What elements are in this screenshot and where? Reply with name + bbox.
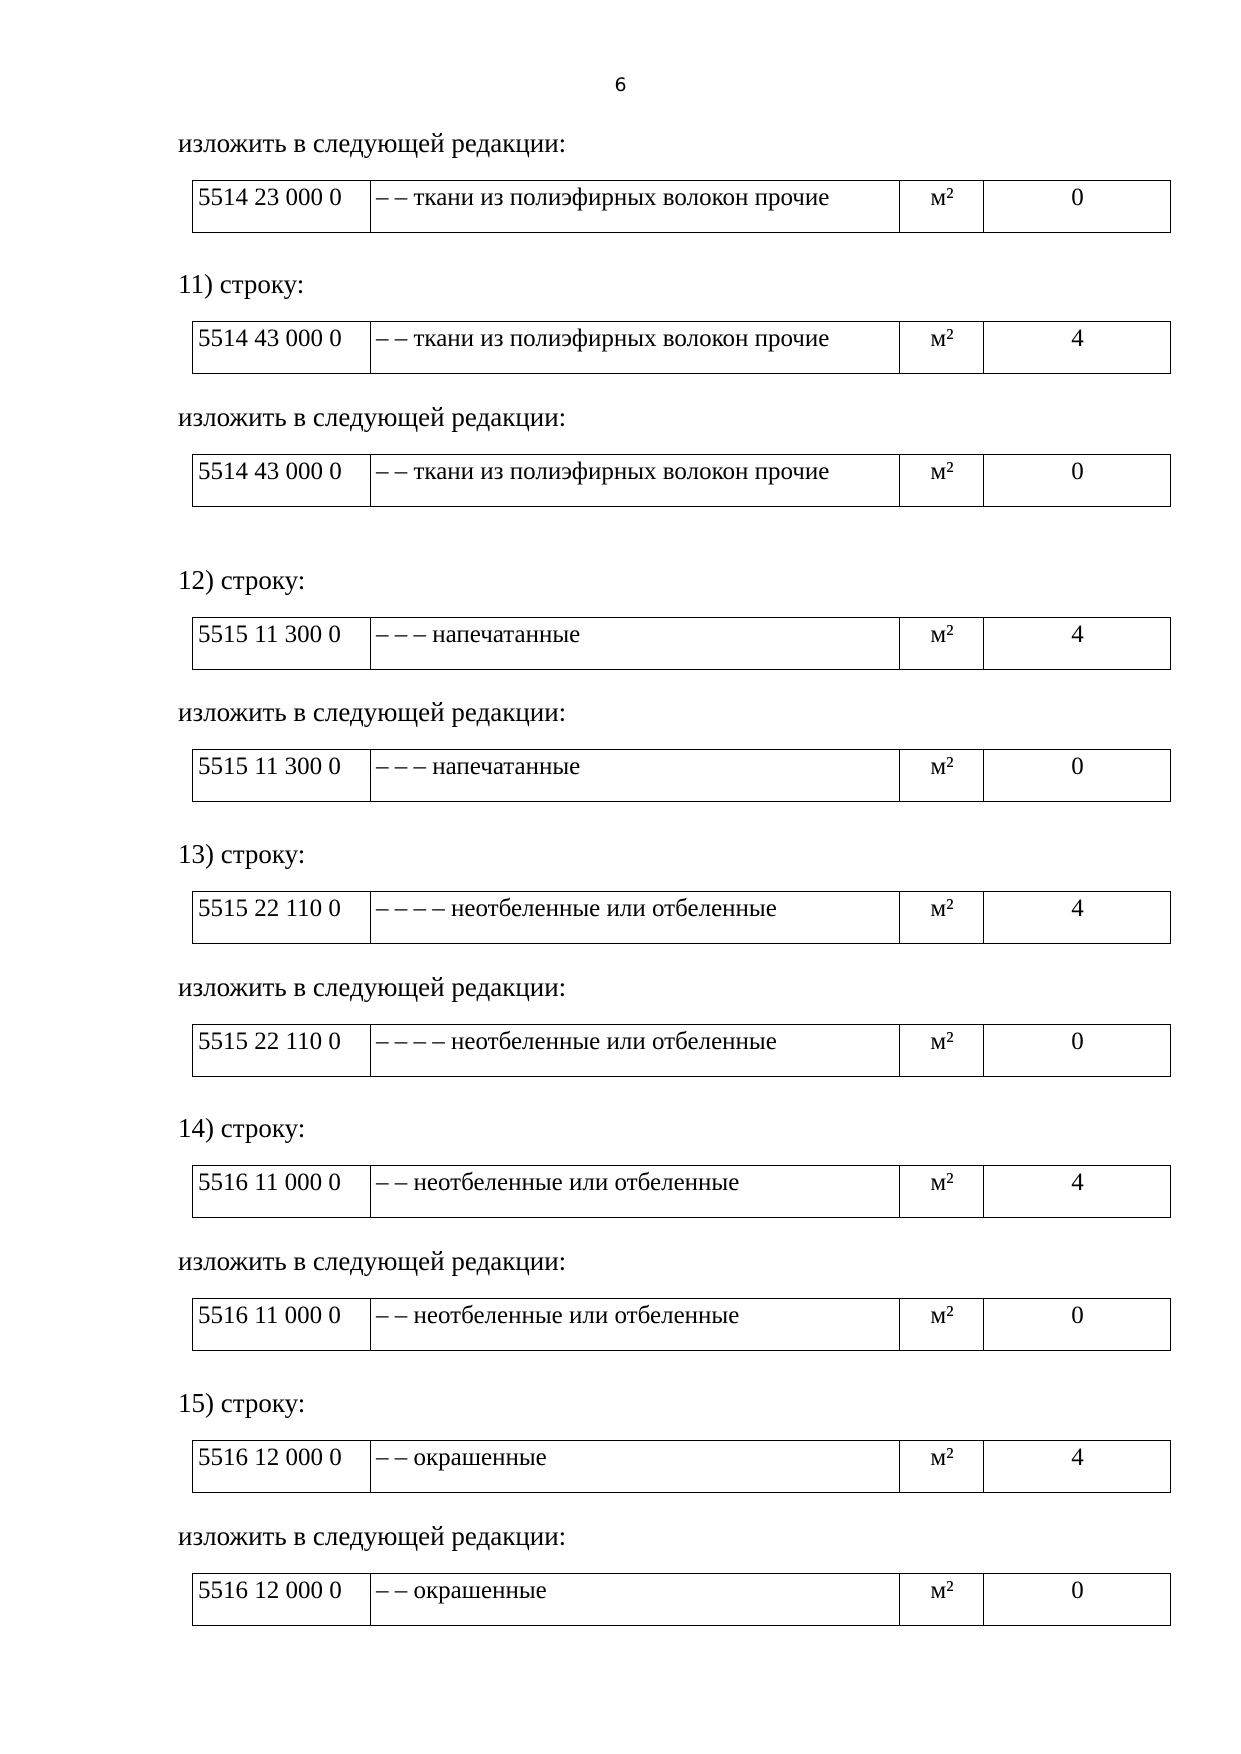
item-heading: 12) строку: (178, 565, 306, 595)
tariff-rate: 4 (984, 322, 1171, 374)
item-heading: 11) строку: (178, 269, 305, 299)
tariff-unit: м² (900, 892, 984, 944)
tariff-description: – – – – неотбеленные или отбеленные (371, 892, 900, 944)
amendment-instruction: изложить в следующей редакции: (178, 402, 567, 432)
tariff-description: – – ткани из полиэфирных волокон прочие (371, 322, 900, 374)
tariff-description: – – окрашенные (371, 1441, 900, 1493)
amendment-instruction: изложить в следующей редакции: (178, 972, 567, 1002)
item-heading: 15) строку: (178, 1388, 306, 1418)
tariff-unit: м² (900, 181, 984, 233)
tariff-row (192, 1440, 1171, 1493)
amendment-instruction: изложить в следующей редакции: (178, 697, 567, 727)
tariff-code: 5516 12 000 0 (193, 1441, 371, 1493)
tariff-rate: 0 (984, 1025, 1171, 1077)
tariff-unit: м² (900, 1025, 984, 1077)
tariff-code: 5515 11 300 0 (193, 750, 371, 802)
tariff-code: 5516 12 000 0 (193, 1574, 371, 1626)
tariff-row (192, 891, 1171, 944)
tariff-description: – – окрашенные (371, 1574, 900, 1626)
tariff-description: – – – напечатанные (371, 750, 900, 802)
tariff-row (192, 1298, 1171, 1351)
tariff-rate: 0 (984, 181, 1171, 233)
tariff-unit: м² (900, 750, 984, 802)
tariff-code: 5516 11 000 0 (193, 1299, 371, 1351)
tariff-description: – – ткани из полиэфирных волокон прочие (371, 455, 900, 507)
tariff-unit: м² (900, 1166, 984, 1218)
tariff-row (192, 617, 1171, 670)
tariff-code: 5514 23 000 0 (193, 181, 371, 233)
tariff-code: 5515 22 110 0 (193, 892, 371, 944)
tariff-row (192, 321, 1171, 374)
item-heading: 13) строку: (178, 839, 306, 869)
tariff-code: 5514 43 000 0 (193, 455, 371, 507)
tariff-rate: 0 (984, 750, 1171, 802)
tariff-code: 5515 11 300 0 (193, 618, 371, 670)
tariff-rate: 0 (984, 1574, 1171, 1626)
tariff-row (192, 1573, 1171, 1626)
tariff-rate: 0 (984, 1299, 1171, 1351)
tariff-description: – – – – неотбеленные или отбеленные (371, 1025, 900, 1077)
item-heading: 14) строку: (178, 1113, 306, 1143)
tariff-description: – – ткани из полиэфирных волокон прочие (371, 181, 900, 233)
tariff-unit: м² (900, 1299, 984, 1351)
tariff-description: – – неотбеленные или отбеленные (371, 1166, 900, 1218)
amendment-instruction: изложить в следующей редакции: (178, 1521, 567, 1551)
tariff-row (192, 749, 1171, 802)
tariff-row (192, 1024, 1171, 1077)
tariff-code: 5514 43 000 0 (193, 322, 371, 374)
amendment-instruction: изложить в следующей редакции: (178, 1246, 567, 1276)
page-number: 6 (614, 74, 627, 96)
tariff-row (192, 454, 1171, 507)
tariff-row (192, 1165, 1171, 1218)
tariff-unit: м² (900, 1441, 984, 1493)
tariff-code: 5516 11 000 0 (193, 1166, 371, 1218)
amendment-instruction: изложить в следующей редакции: (178, 128, 567, 158)
tariff-row (192, 180, 1171, 233)
tariff-rate: 4 (984, 1166, 1171, 1218)
tariff-description: – – – напечатанные (371, 618, 900, 670)
tariff-unit: м² (900, 618, 984, 670)
tariff-unit: м² (900, 455, 984, 507)
tariff-rate: 0 (984, 455, 1171, 507)
tariff-rate: 4 (984, 618, 1171, 670)
tariff-rate: 4 (984, 892, 1171, 944)
tariff-rate: 4 (984, 1441, 1171, 1493)
tariff-description: – – неотбеленные или отбеленные (371, 1299, 900, 1351)
tariff-code: 5515 22 110 0 (193, 1025, 371, 1077)
tariff-unit: м² (900, 1574, 984, 1626)
tariff-unit: м² (900, 322, 984, 374)
